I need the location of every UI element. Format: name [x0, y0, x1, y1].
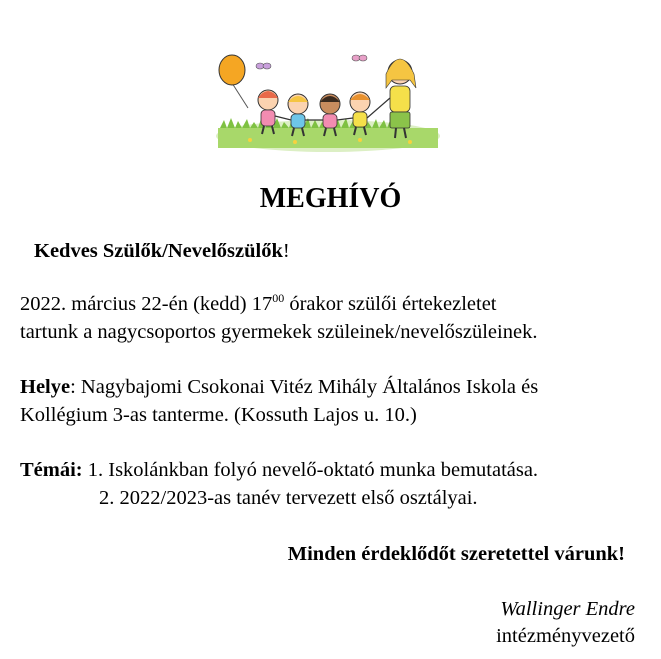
meeting-text: órakor szülői értekezletet [284, 293, 497, 315]
location-line2: Kollégium 3-as tanterme. (Kossuth Lajos u. 10.) [20, 404, 417, 426]
location-text: : Nagybajomi Csokonai Vitéz Mihály Általános Iskola és [70, 376, 539, 398]
paragraph1-line2: tartunk a nagycsoportos gyermekek szüleinek/nevelőszüleinek. [20, 321, 538, 343]
closing-line: Minden érdeklődőt szeretettel várunk! [287, 543, 625, 565]
location-label: Helye [20, 376, 71, 398]
signature-name: Wallinger Endre [500, 598, 635, 620]
topics-label: Témái: [20, 459, 83, 481]
butterfly-icon [256, 63, 271, 69]
signature-role: intézményvezető [496, 625, 635, 647]
greeting-punct: ! [282, 240, 290, 262]
time-minutes-superscript: 00 [272, 291, 285, 305]
topics-line1 [20, 457, 538, 483]
topic-item-1: 1. Iskolánkban folyó nevelő-oktató munka bemutatása. [82, 459, 539, 481]
butterfly-icon [352, 55, 367, 61]
date-text: 2022. március 22-én (kedd) 17 [20, 293, 273, 315]
greeting [34, 238, 290, 264]
page-title: MEGHÍVÓ [259, 183, 402, 214]
topic-item-2: 2. 2022/2023-as tanév tervezett első osztályai. [99, 487, 478, 509]
greeting-text: Kedves Szülők/Nevelőszülők [34, 240, 283, 262]
location-line1 [20, 374, 538, 400]
balloon-icon [219, 55, 248, 108]
children-illustration [210, 28, 446, 152]
paragraph1-line1 [20, 291, 497, 317]
